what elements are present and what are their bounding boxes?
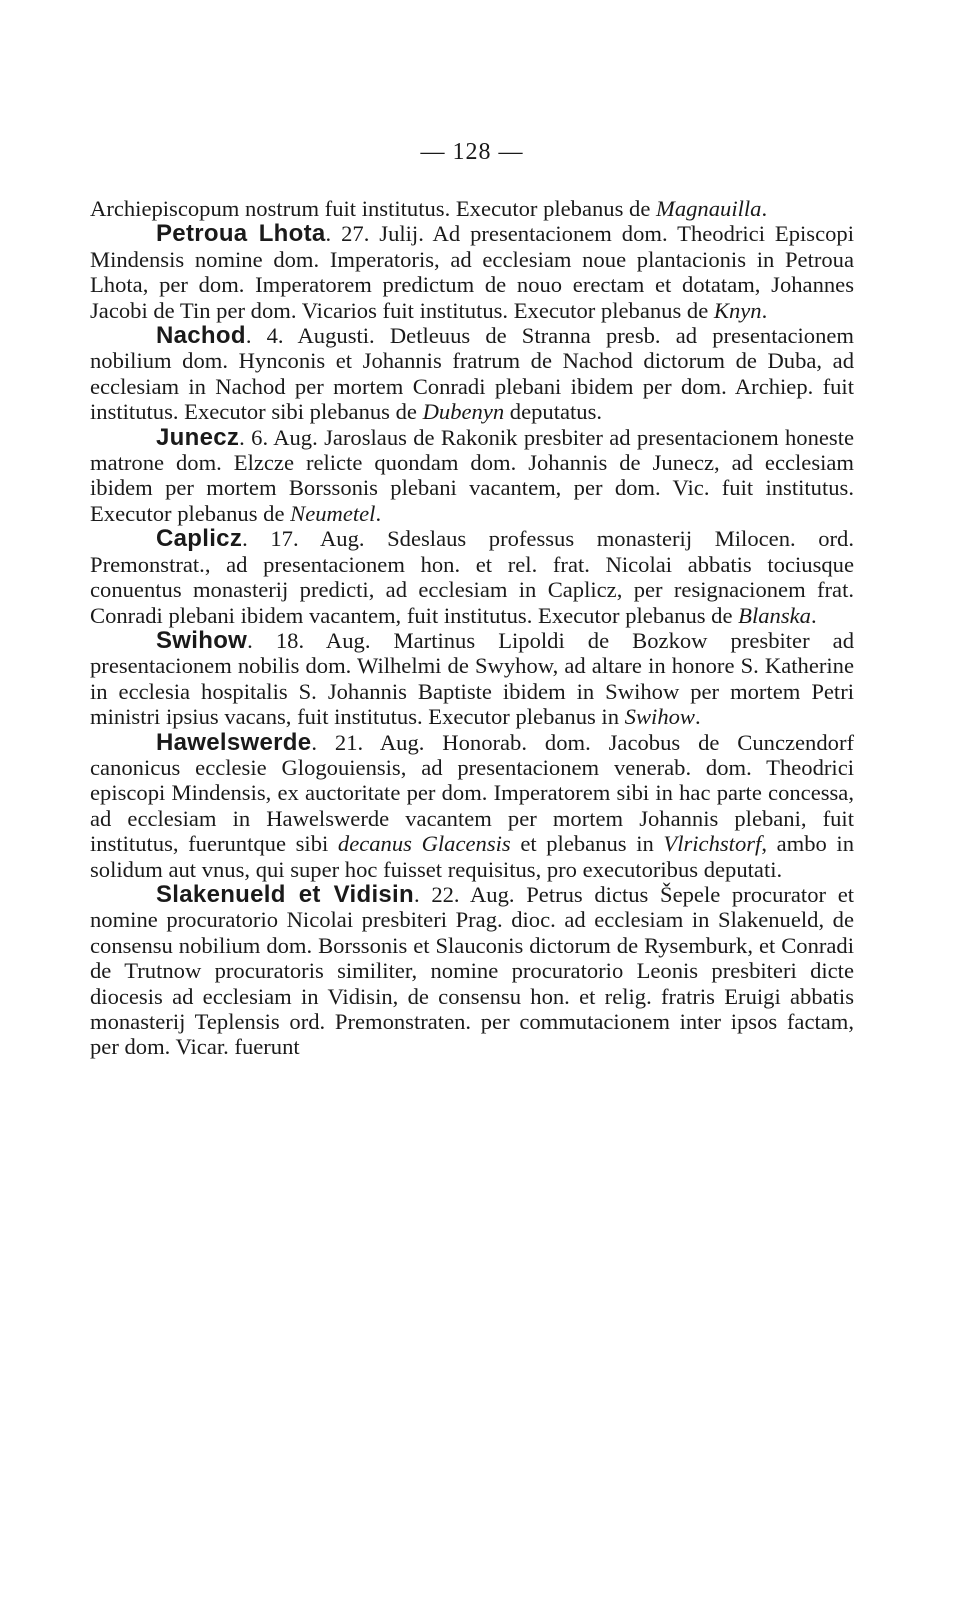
text-segment: , ambo in solidum aut vnus, qui super hoc fuisset requisitus, pro executoribus deputati. [90, 831, 855, 882]
italic-place-name: Vlrichstorf [663, 831, 762, 857]
entry-heading: Hawelswerde [156, 728, 312, 756]
text-segment: . [375, 500, 382, 526]
text-segment: deputatus. [504, 399, 603, 425]
entries-list [90, 221, 854, 1059]
text-segment: et plebanus in [510, 831, 664, 857]
entry-heading: Junecz [156, 423, 240, 451]
entry-heading: Swihow [156, 626, 248, 654]
entry-heading: Slakenueld et Vidisin [156, 880, 414, 908]
text-segment: . 18. Aug. Martinus Lipoldi de Bozkow presbiter ad presentacionem nobilis dom. Wilhelmi de Swyhow, ad altare in honore S. Katherine in ecclesia hospitalis S. Johannis Baptiste ibidem in Swihow per mortem Petri ministri ipsius vacans, fuit institutus. Executor plebanus in [90, 627, 854, 730]
italic-place-name: decanus Glacensis [337, 831, 511, 857]
entry-paragraph [90, 526, 854, 628]
text-segment: . [694, 704, 701, 730]
entry-paragraph [90, 882, 854, 1060]
entry-paragraph [90, 323, 854, 425]
italic-place-name: Neumetel [290, 500, 376, 526]
text-segment: . [810, 602, 817, 628]
text-segment: . 6. Aug. Jaroslaus de Rakonik presbiter ad presentacionem honeste matrone dom. Elzcze relicte quondam dom. Johannis de Junecz, ad ecclesiam ibidem per mortem Borssonis plebani vacantem, per dom. Vic. fuit institutus. Executor plebanus de [90, 424, 854, 526]
text-segment: . 17. Aug. Sdeslaus professus monasterij Milocen. ord. Premonstrat., ad presentacionem hon. et rel. frat. Nicolai abbatis tociusque conuentus monasterij predicti, ad ecclesiam in Caplicz, per resignacionem frat. Conradi plebani ibidem vacantem, fuit institutus. Executor plebanus de [90, 526, 854, 628]
text-segment: . 4. Augusti. Detleuus de Stranna presb. ad presentacionem nobilium dom. Hynconis et Johannis fratrum de Nachod dictorum de Duba, ad ecclesiam in Nachod per mortem Conradi plebani ibidem per dom. Archiep. fuit institutus. Executor sibi plebanus de [90, 323, 854, 425]
text-segment: . [761, 297, 768, 323]
italic-place-name: Knyn [713, 297, 762, 323]
entry-paragraph [90, 628, 854, 730]
text-segment: . 22. Aug. Petrus dictus Šepele procurator et nomine procuratorio Nicolai presbiteri Prag. dioc. ad ecclesiam in Slakenueld, de consensu nobilium dom. Borssonis et Slauconis dictorum de Rysemburk, et Conradi de Trutnow procuratoris similiter, nomine procuratorio Leonis presbiteri dicte diocesis ad ecclesiam in Vidisin, de consensu hon. et relig. fratris Eruigi abbatis monasterij Teplensis ord. Premonstraten. per commutacionem inter ipsos factam, per dom. Vicar. fuerunt [90, 881, 854, 1060]
entry-paragraph [90, 425, 854, 527]
entry-paragraph [90, 221, 854, 323]
opening-paragraph [90, 196, 854, 221]
page-number: — 128 — [420, 139, 524, 165]
text-segment: Archiepiscopum nostrum fuit institutus. Executor plebanus de [90, 196, 657, 221]
italic-place-name: Magnauilla [656, 196, 762, 221]
italic-place-name: Dubenyn [422, 399, 505, 425]
text-segment: . [761, 196, 768, 221]
italic-place-name: Blanska [738, 602, 811, 628]
text-segment: . 27. Julij. Ad presentacionem dom. Theodrici Episcopi Mindensis nomine dom. Imperatoris, ad ecclesiam noue plantacionis in Petroua Lhota, per dom. Imperatorem predictum de nouo erectam et dotatam, Johannes Jacobi de Tin per dom. Vicarios fuit institutus. Executor plebanus de [90, 221, 854, 323]
document-page [90, 138, 854, 1060]
entry-paragraph [90, 730, 854, 882]
entry-heading: Caplicz [156, 525, 243, 553]
italic-place-name: Swihow [624, 704, 695, 730]
entry-heading: Nachod [156, 322, 246, 350]
text-segment: . 21. Aug. Honorab. dom. Jacobus de Cunczendorf canonicus ecclesie Glogouiensis, ad presentacionem venerab. dom. Theodrici episcopi Mindensis, ex auctoritate per dom. Imperatorem sibi in hac parte concessa, ad ecclesiam in Hawelswerde vacantem per mortem Johannis plebani, fuit institutus, fueruntque sibi [90, 729, 854, 857]
entry-heading: Petroua Lhota [156, 220, 326, 248]
